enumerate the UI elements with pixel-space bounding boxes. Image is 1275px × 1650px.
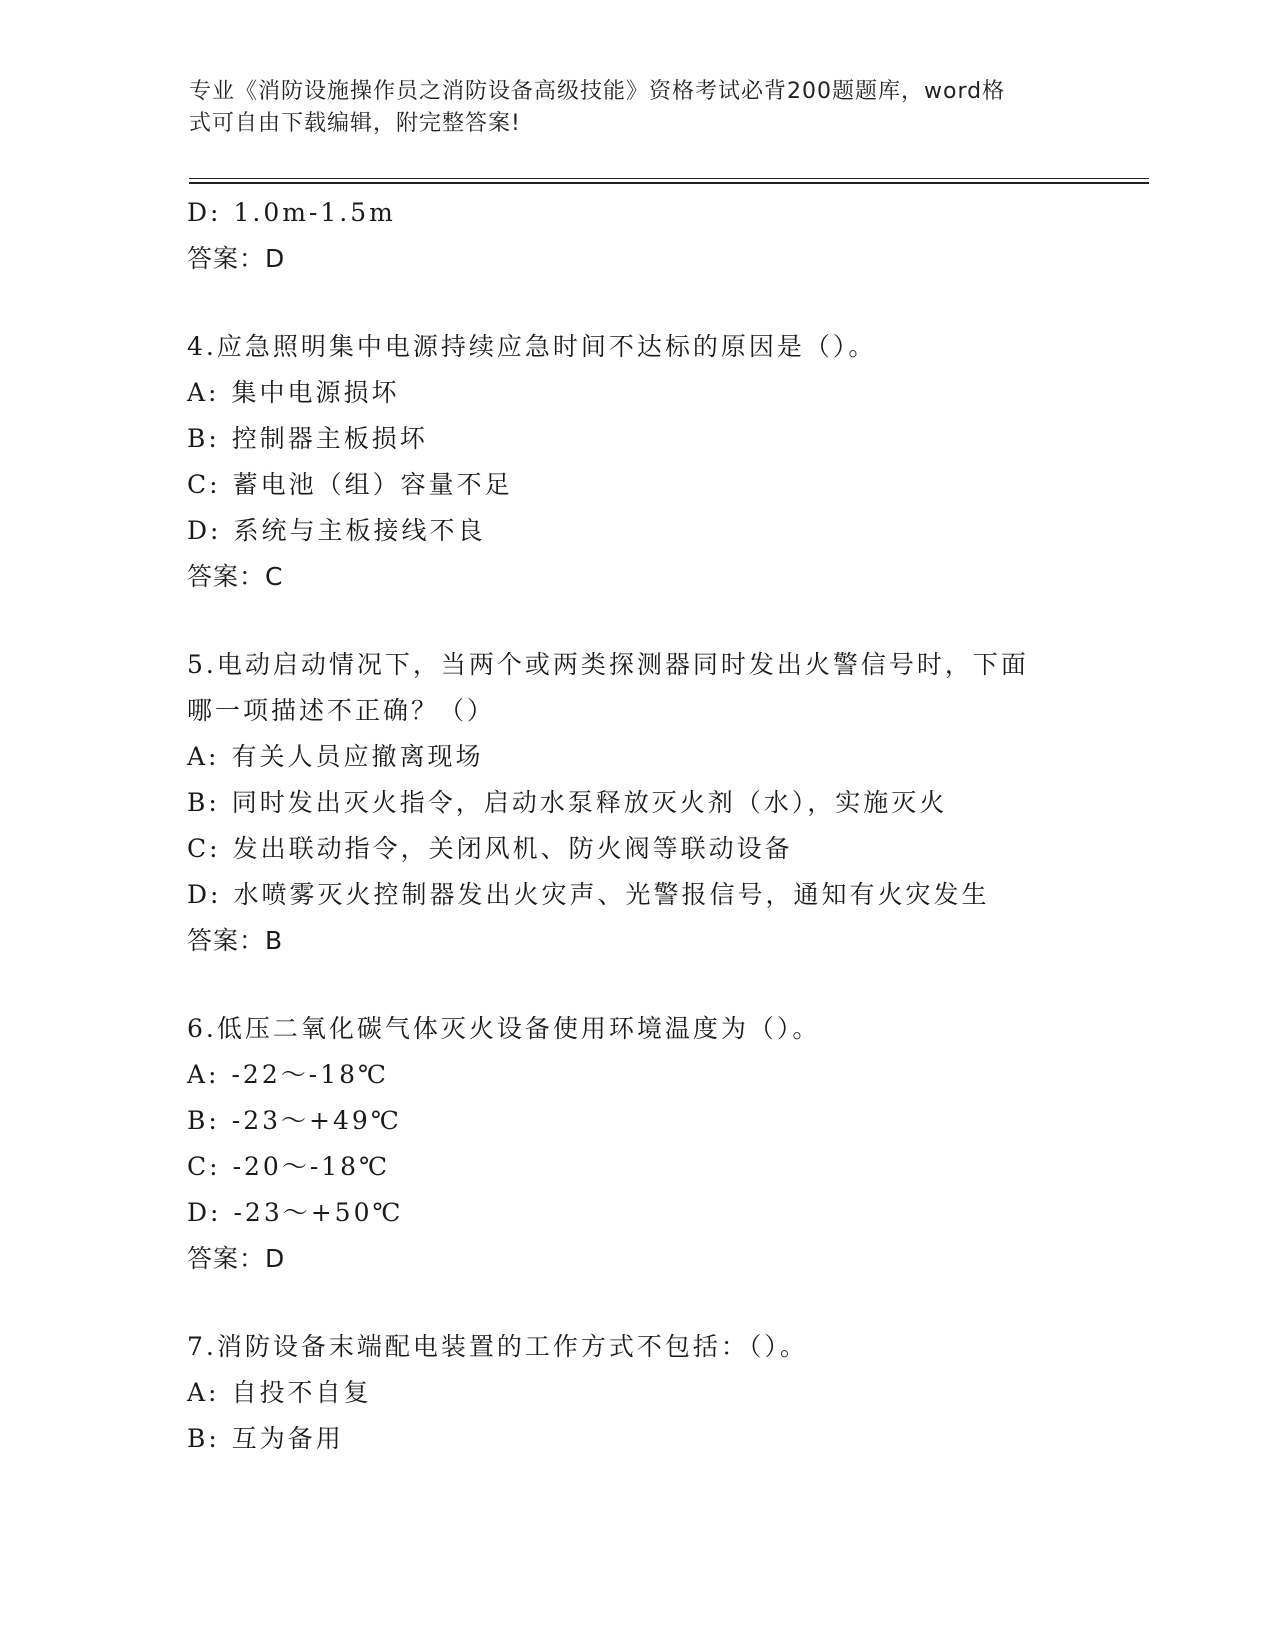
option-text: 集中电源损坏	[231, 378, 400, 407]
answer-line: 答案：D	[187, 1244, 286, 1273]
header-divider-thin	[189, 178, 1149, 179]
option-b	[187, 1098, 1147, 1144]
option-b	[187, 416, 1147, 462]
option-b	[187, 780, 1147, 826]
question-text: 6.低压二氧化碳气体灭火设备使用环境温度为（）。	[187, 1014, 821, 1043]
option-text: 1.0m-1.5m	[233, 198, 396, 227]
option-text: -23～+50℃	[233, 1198, 404, 1227]
option-text: 控制器主板损坏	[231, 424, 428, 453]
option-text: 互为备用	[231, 1424, 344, 1453]
option-label: C:	[187, 470, 221, 499]
option-text: 自投不自复	[231, 1378, 372, 1407]
question-text: 7.消防设备末端配电装置的工作方式不包括：（）。	[187, 1332, 808, 1361]
option-text: 系统与主板接线不良	[233, 516, 486, 545]
header-line-1: 专业《消防设施操作员之消防设备高级技能》资格考试必背200题题库，word格	[189, 79, 1006, 104]
option-c	[187, 826, 1147, 872]
option-text: -23～+49℃	[231, 1106, 402, 1135]
option-d	[187, 508, 1147, 554]
question-list	[187, 190, 1147, 1462]
option-d	[187, 872, 1147, 918]
option-text: 发出联动指令，关闭风机、防火阀等联动设备	[232, 834, 793, 863]
option-c	[187, 1144, 1147, 1190]
option-d	[187, 190, 1147, 236]
option-c	[187, 462, 1147, 508]
question-text-continued: 哪一项描述不正确？（）	[187, 696, 496, 725]
answer-line: 答案：B	[187, 926, 284, 955]
option-text: -20～-18℃	[232, 1152, 391, 1181]
option-label: C:	[187, 834, 221, 863]
answer-line: 答案：D	[187, 244, 286, 273]
option-b	[187, 1416, 1147, 1462]
option-d	[187, 1190, 1147, 1236]
option-text: 蓄电池（组）容量不足	[232, 470, 513, 499]
option-text: -22～-18℃	[231, 1060, 389, 1089]
option-a	[187, 370, 1147, 416]
option-a	[187, 1370, 1147, 1416]
option-text: 有关人员应撤离现场	[231, 742, 484, 771]
option-label: A:	[187, 1060, 220, 1089]
option-text: 同时发出灭火指令，启动水泵释放灭火剂（水），实施灭火	[231, 788, 948, 817]
option-a	[187, 734, 1147, 780]
document-header	[189, 76, 1079, 140]
option-label: A:	[187, 378, 220, 407]
option-label: B:	[187, 788, 220, 817]
option-label: D:	[187, 516, 222, 545]
option-label: D:	[187, 1198, 222, 1227]
question-text: 4.应急照明集中电源持续应急时间不达标的原因是（）。	[187, 332, 877, 361]
option-label: B:	[187, 424, 220, 453]
option-label: C:	[187, 1152, 221, 1181]
option-label: B:	[187, 1424, 220, 1453]
header-line-2: 式可自由下载编辑，附完整答案!	[189, 111, 521, 136]
option-label: D:	[187, 880, 222, 909]
option-label: A:	[187, 1378, 220, 1407]
option-label: B:	[187, 1106, 220, 1135]
option-label: D:	[187, 198, 222, 227]
answer-line: 答案：C	[187, 562, 284, 591]
question-text: 5.电动启动情况下，当两个或两类探测器同时发出火警信号时，下面	[187, 650, 1029, 679]
option-text: 水喷雾灭火控制器发出火灾声、光警报信号，通知有火灾发生	[233, 880, 990, 909]
option-a	[187, 1052, 1147, 1098]
option-label: A:	[187, 742, 220, 771]
header-divider-thick	[189, 182, 1149, 184]
